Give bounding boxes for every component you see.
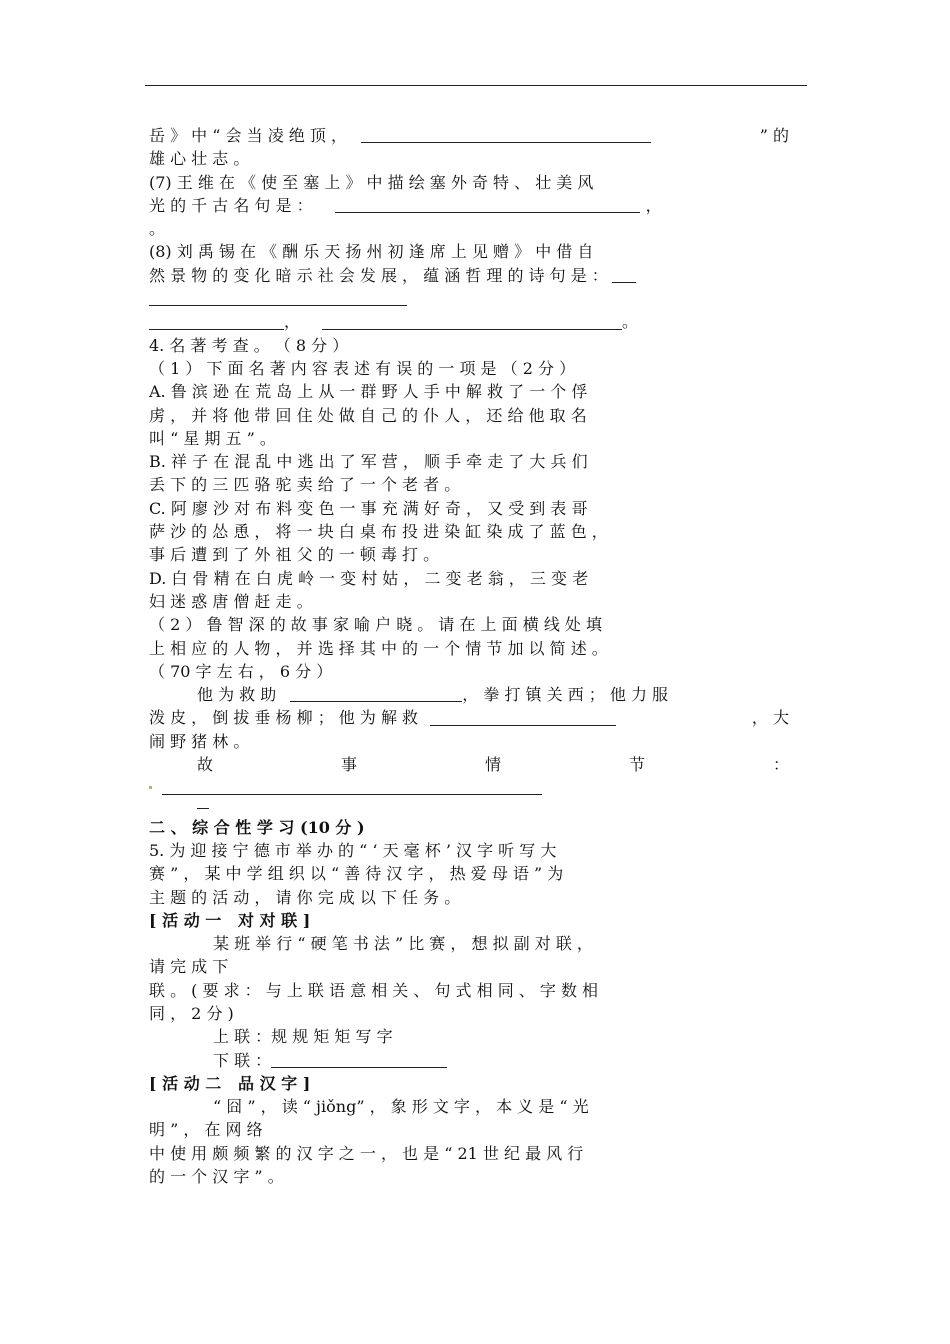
answer-blank[interactable] <box>335 198 640 213</box>
line: 事 后 遭 到 了 外 祖 父 的 一 顿 毒 打 。 <box>149 545 440 565</box>
answer-blank[interactable] <box>149 315 284 330</box>
line: 光 的 千 古 名 句 是 ： ， <box>149 195 662 215</box>
option-c: C. 阿 廖 沙 对 布 料 变 色 一 事 充 满 好 奇 ， 又 受 到 表 哥 <box>149 498 588 518</box>
line: 请 完 成 下 <box>149 957 229 977</box>
line: 同 ， 2 分 ) <box>149 1003 234 1023</box>
answer-blank[interactable] <box>197 806 209 809</box>
line: （ 2 ） 鲁 智 深 的 故 事 家 喻 户 晓 。 请 在 上 面 横 线 处 填 <box>149 615 602 635</box>
line <box>149 287 789 310</box>
line: 某 班 举 行 “ 硬 笔 书 法 ” 比 赛 ， 想 拟 副 对 联 ， <box>213 934 593 954</box>
answer-blank[interactable] <box>361 128 651 143</box>
answer-blank[interactable] <box>162 780 542 795</box>
option-d: D. 白 骨 精 在 白 虎 岭 一 变 村 姑 ， 二 变 老 翁 ， 三 变 老 <box>149 568 589 588</box>
document-body <box>149 124 789 1188</box>
line: （ 70 字 左 右 ， 6 分 ） <box>149 661 333 681</box>
line: 雄 心 壮 志 。 <box>149 149 250 169</box>
line: 叫 “ 星 期 五 ” 。 <box>149 428 276 448</box>
lower-couplet-input[interactable] <box>271 1053 447 1068</box>
line: 的 一 个 汉 字 ” 。 <box>149 1167 284 1187</box>
answer-blank[interactable] <box>612 268 636 283</box>
line: 。 <box>149 219 166 239</box>
answer-blank[interactable] <box>149 291 407 306</box>
line: 泼 皮 ， 倒 拔 垂 杨 柳 ； 他 为 解 救 ， 大 <box>149 708 789 728</box>
line: 岳 》 中 “ 会 当 凌 绝 顶 ， ” 的 <box>149 126 789 145</box>
line: 丢 下 的 三 匹 骆 驼 卖 给 了 一 个 老 者 。 <box>149 475 461 495</box>
line: 主 题 的 活 动 ， 请 你 完 成 以 下 任 务 。 <box>149 887 461 907</box>
line: 联 。 ( 要 求 ： 与 上 联 语 意 相 关 、 句 式 相 同 、 字 数 相 <box>149 980 599 1000</box>
line: 闹 野 猪 林 。 <box>149 731 250 751</box>
line: 然 景 物 的 变 化 暗 示 社 会 发 展 ， 蕴 涵 哲 理 的 诗 句 是 ： <box>149 264 789 287</box>
option-b: B. 祥 子 在 混 乱 中 逃 出 了 军 营 ， 顺 手 牵 走 了 大 兵 们 <box>149 452 588 472</box>
answer-blank[interactable] <box>430 711 616 726</box>
option-a: A. 鲁 滨 逊 在 荒 岛 上 从 一 群 野 人 手 中 解 救 了 一 个 俘 <box>149 382 588 402</box>
activity-1-title: [ 活 动 一 对 对 联 ] <box>149 910 311 930</box>
line: 萨 沙 的 怂 恿 ， 将 一 块 白 桌 布 投 进 染 缸 染 成 了 蓝 色 ， <box>149 522 608 542</box>
line: 上 相 应 的 人 物 ， 并 选 择 其 中 的 一 个 情 节 加 以 简 述 。 <box>149 638 608 658</box>
line: (8) 刘 禹 锡 在 《 酬 乐 天 扬 州 初 逢 席 上 见 赠 》 中 借 自 <box>149 242 594 262</box>
line: “ 囧 ” ， 读 “ jiǒng” ， 象 形 文 字 ， 本 义 是 “ 光 <box>213 1097 589 1117</box>
line: 明 ” ， 在 网 络 <box>149 1120 263 1140</box>
line: 中 使 用 颇 频 繁 的 汉 字 之 一 ， 也 是 “ 21 世 纪 最 风 行 <box>149 1143 584 1163</box>
line <box>149 776 789 799</box>
stray-mark <box>149 786 152 789</box>
header-rule <box>145 85 807 86</box>
question-5: 5. 为 迎 接 宁 德 市 举 办 的 “ ‘ 天 毫 杯 ’ 汉 字 听 写 大 <box>149 840 557 860</box>
line: 赛 ” ， 某 中 学 组 织 以 “ 善 待 汉 字 ， 热 爱 母 语 ” 为 <box>149 864 564 884</box>
activity-2-title: [ 活 动 二 品 汉 字 ] <box>149 1073 311 1093</box>
story-plot-line: 故 事 情 节 ： <box>197 755 789 775</box>
section-2-title: 二 、 综 合 性 学 习 (10 分 ) <box>149 817 365 837</box>
line <box>149 800 789 816</box>
line: 妇 迷 惑 唐 僧 赶 走 。 <box>149 591 313 611</box>
line: 虏 ， 并 将 他 带 回 住 处 做 自 己 的 仆 人 ， 还 给 他 取 名 <box>149 405 587 425</box>
upper-couplet: 上 联 ：规 规 矩 矩 写 字 <box>213 1027 393 1047</box>
line: 他 为 救 助 ， 拳 打 镇 关 西 ； 他 力 服 <box>197 685 669 705</box>
line: （ 1 ） 下 面 名 著 内 容 表 述 有 误 的 一 项 是 （ 2 分 ） <box>149 358 576 378</box>
question-4-title: 4. 名 著 考 查 。 （ 8 分 ） <box>149 335 349 355</box>
answer-blank[interactable] <box>290 687 462 702</box>
line: (7) 王 维 在 《 使 至 塞 上 》 中 描 绘 塞 外 奇 特 、 壮 美 风 <box>149 172 594 192</box>
line: ， 。 <box>149 310 789 333</box>
answer-blank[interactable] <box>322 315 622 330</box>
lower-couplet: 下 联 ： <box>149 1049 789 1072</box>
